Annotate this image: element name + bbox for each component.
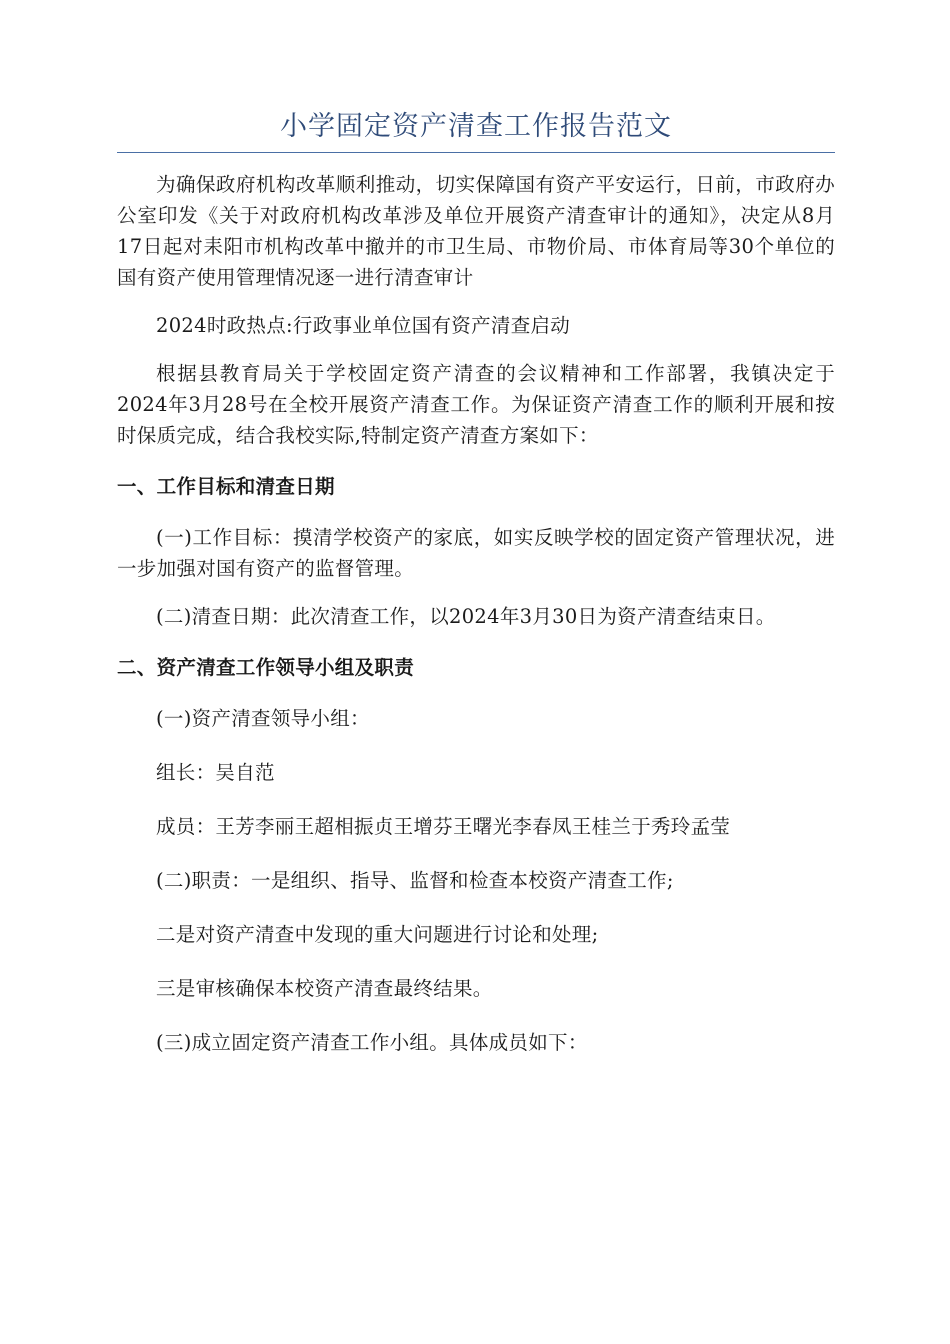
audit-date-paragraph: (二)清查日期：此次清查工作，以2024年3月30日为资产清查结束日。 — [156, 605, 776, 628]
group-members-line: 成员：王芳李丽王超相振贞王增芬王曙光李春凤王桂兰于秀玲孟莹 — [156, 815, 731, 838]
duty-line-2: 二是对资产清查中发现的重大问题进行讨论和处理; — [156, 923, 599, 946]
document-title: 小学固定资产清查工作报告范文 — [280, 111, 672, 142]
duty-line-3: 三是审核确保本校资产清查最终结果。 — [156, 977, 493, 1000]
duty-line-1: (二)职责：一是组织、指导、监督和检查本校资产清查工作; — [156, 869, 674, 892]
intro-paragraph: 为确保政府机构改革顺利推动，切实保障国有资产平安运行，日前，市政府办公室印发《关于对政府机构改革涉及单位开展资产清查审计的通知》，决定从8月17日起对耒阳市机构改革中撤并的市卫生局、市物价局、市体育局等30个单位的国有资产使用管理情况逐一进行清查审计 — [117, 173, 835, 289]
section-1-heading: 一、工作目标和清查日期 — [117, 475, 335, 498]
section-2-heading: 二、资产清查工作领导小组及职责 — [117, 656, 415, 679]
title-block — [117, 108, 835, 153]
work-group-line: (三)成立固定资产清查工作小组。具体成员如下： — [156, 1031, 588, 1054]
work-goal-paragraph: (一)工作目标：摸清学校资产的家底，如实反映学校的固定资产管理状况，进一步加强对国有资产的监督管理。 — [117, 526, 835, 580]
hotspot-line: 2024时政热点:行政事业单位国有资产清查启动 — [156, 314, 571, 337]
plan-paragraph: 根据县教育局关于学校固定资产清查的会议精神和工作部署，我镇决定于2024年3月28号在全校开展资产清查工作。为保证资产清查工作的顺利开展和按时保质完成，结合我校实际,特制定资产清查方案如下： — [117, 362, 835, 447]
document-page — [117, 108, 835, 1081]
group-leader-line: 组长：吴自范 — [156, 761, 275, 784]
leading-group-label: (一)资产清查领导小组： — [156, 707, 370, 730]
